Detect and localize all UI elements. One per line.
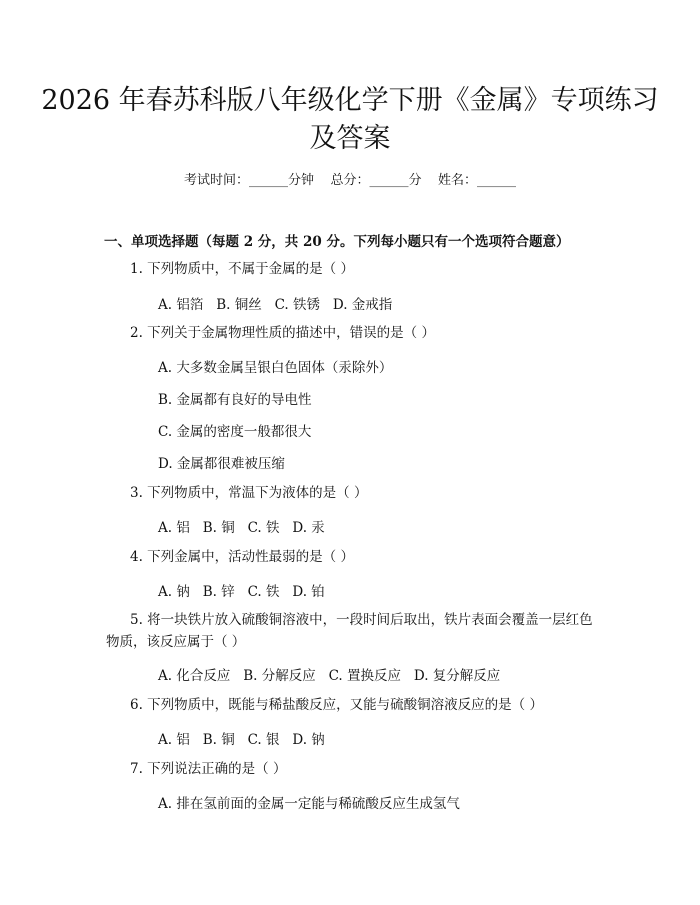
- question-3-options: A. 铝 B. 铜 C. 铁 D. 汞: [158, 520, 325, 536]
- question-2-option-b: B. 金属都有良好的导电性: [158, 392, 312, 408]
- question-1-options: A. 铝箔 B. 铜丝 C. 铁锈 D. 金戒指: [158, 297, 393, 313]
- question-4-options: A. 钠 B. 锌 C. 铁 D. 铂: [158, 584, 325, 600]
- question-6-options: A. 铝 B. 铜 C. 银 D. 钠: [158, 732, 325, 748]
- question-1: 1. 下列物质中，不属于金属的是（ ）: [130, 261, 354, 277]
- question-2-option-d: D. 金属都很难被压缩: [158, 456, 285, 472]
- document-title: 2026 年春苏科版八年级化学下册《金属》专项练习及答案: [41, 85, 659, 154]
- question-5: 5. 将一块铁片放入硫酸铜溶液中，一段时间后取出，铁片表面会覆盖一层红色物质，该反应属于（ ）: [106, 612, 593, 650]
- question-3: 3. 下列物质中，常温下为液体的是（ ）: [130, 485, 368, 501]
- question-2-option-a: A. 大多数金属呈银白色固体（汞除外）: [158, 360, 393, 376]
- question-4: 4. 下列金属中，活动性最弱的是（ ）: [130, 549, 354, 565]
- question-2-option-c: C. 金属的密度一般都很大: [158, 424, 312, 440]
- section-heading: 一、单项选择题（每题 2 分，共 20 分。下列每小题只有一个选项符合题意）: [104, 234, 570, 250]
- question-2: 2. 下列关于金属物理性质的描述中，错误的是（ ）: [130, 325, 435, 341]
- question-5-options: A. 化合反应 B. 分解反应 C. 置换反应 D. 复分解反应: [158, 668, 501, 684]
- question-7-option-a: A. 排在氢前面的金属一定能与稀硫酸反应生成氢气: [158, 796, 460, 812]
- question-7: 7. 下列说法正确的是（ ）: [130, 761, 287, 777]
- exam-info: 考试时间：______分钟 总分：______分 姓名：______: [183, 173, 517, 188]
- question-6: 6. 下列物质中，既能与稀盐酸反应，又能与硫酸铜溶液反应的是（ ）: [130, 697, 543, 713]
